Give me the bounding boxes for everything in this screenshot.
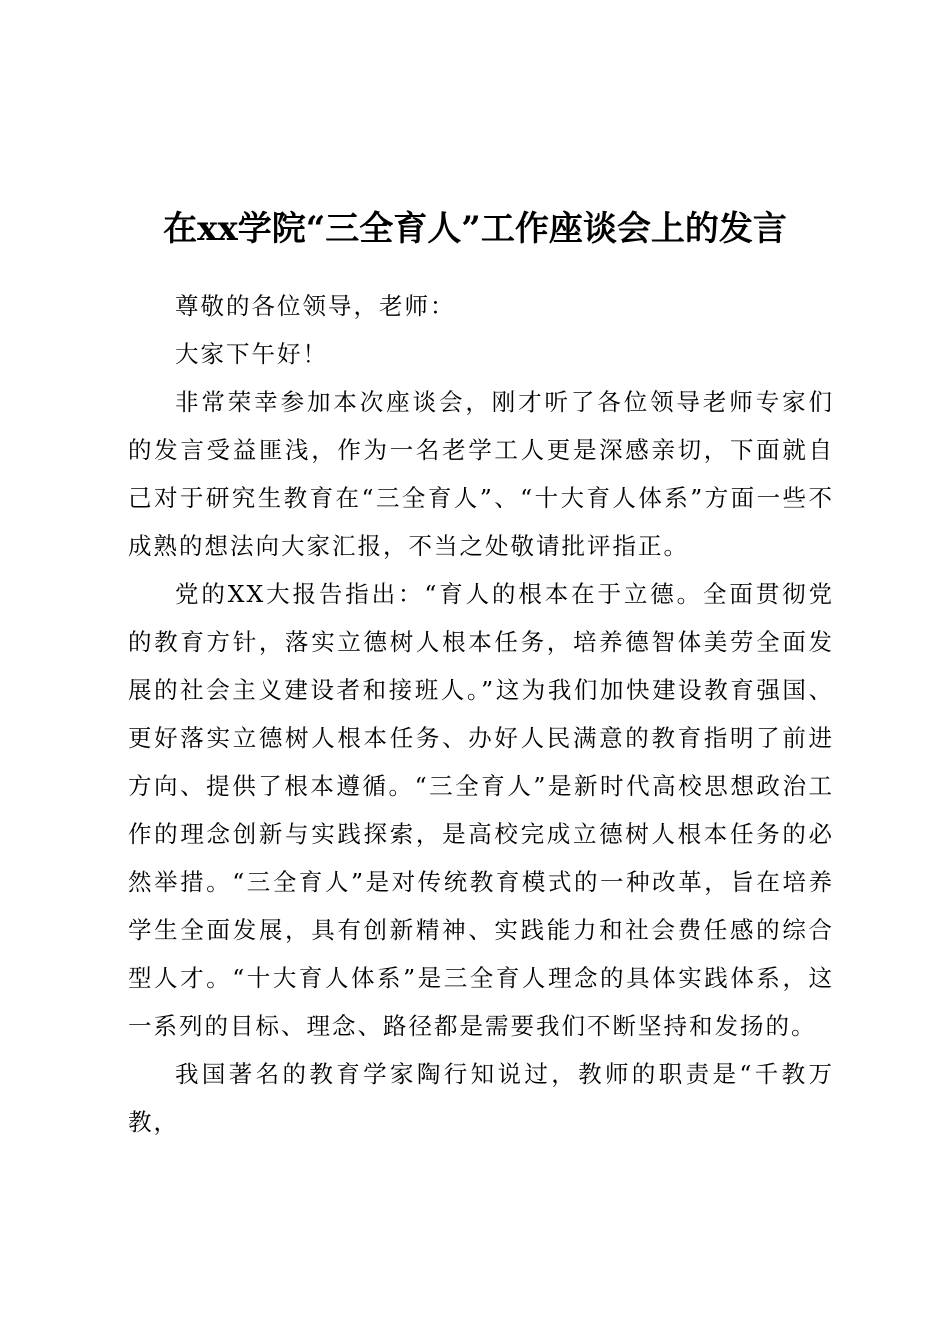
intro-paragraph: 非常荣幸参加本次座谈会，刚才听了各位领导老师专家们的发言受益匪浅，作为一名老学工人更是深感亲切，下面就自己对于研究生教育在“三全育人”、“十大育人体系”方面一些不成熟的想法向大家汇报，不当之处敬请批评指正。: [128, 388, 834, 560]
salutation-paragraph: 尊敬的各位领导，老师：: [175, 292, 456, 320]
tao-xingzhi-paragraph: 我国著名的教育学家陶行知说过，教师的职责是“千教万教，: [128, 1060, 834, 1136]
report-quote-paragraph: 党的XX大报告指出：“育人的根本在于立德。全面贯彻党的教育方针，落实立德树人根本任务，培养德智体美劳全面发展的社会主义建设者和接班人。”这为我们加快建设教育强国、更好落实立德树人根本任务、办好人民满意的教育指明了前进方向、提供了根本遵循。“三全育人”是新时代高校思想政治工作的理念创新与实践探索，是高校完成立德树人根本任务的必然举措。“三全育人”是对传统教育模式的一种改革，旨在培养学生全面发展，具有创新精神、实践能力和社会费任感的综合型人才。“十大育人体系”是三全育人理念的具体实践体系，这一系列的目标、理念、路径都是需要我们不断坚持和发扬的。: [128, 580, 834, 1040]
greeting-paragraph: 大家下午好！: [175, 340, 328, 368]
document-title: 在xx学院“三全育人”工作座谈会上的发言: [163, 209, 787, 249]
document-body: [128, 282, 834, 1146]
